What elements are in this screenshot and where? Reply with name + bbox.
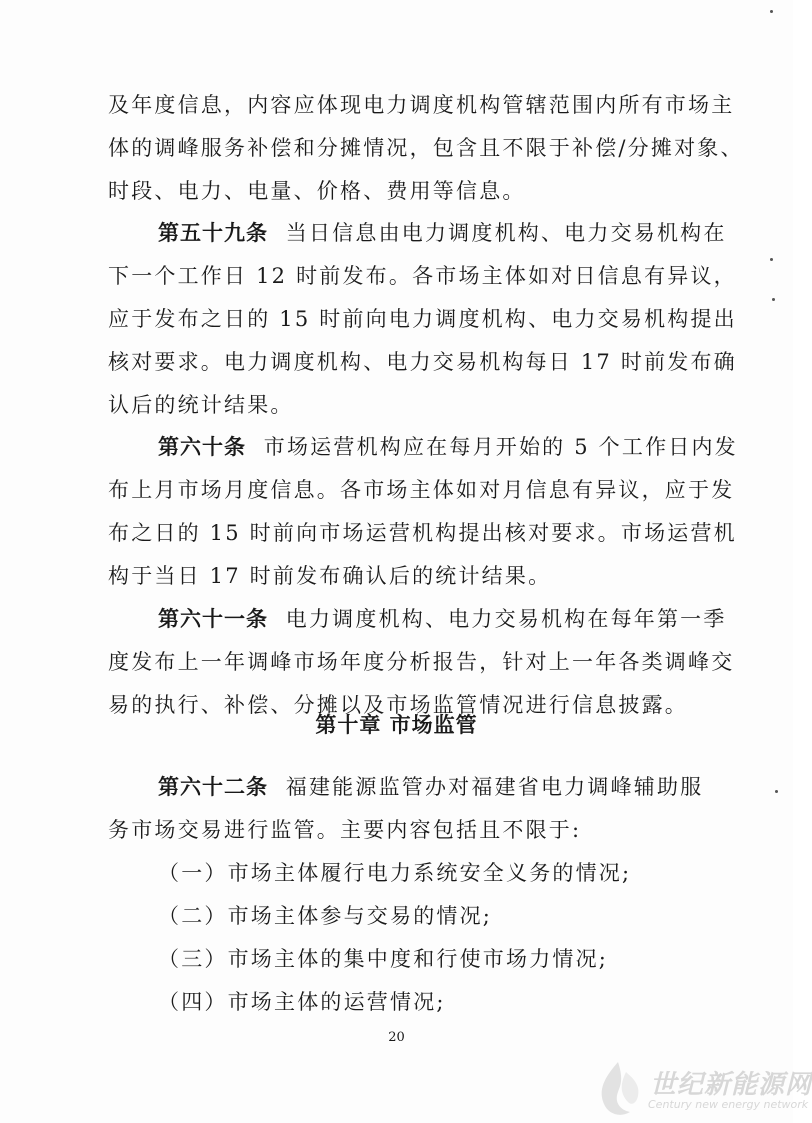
list-item: （一）市场主体履行电力系统安全义务的情况; [158, 861, 632, 885]
body-line: 及年度信息，内容应体现电力调度机构管辖范围内所有市场主 [108, 93, 735, 117]
body-line: 应于发布之日的 15 时前向电力调度机构、电力交易机构提出 [108, 307, 737, 331]
watermark-subtitle: Century new energy network [648, 1098, 809, 1111]
watermark-title: 世纪新能源网 [650, 1070, 812, 1100]
body-line: 布上月市场月度信息。各市场主体如对月信息有异议，应于发 [108, 478, 735, 502]
body-line: 易的执行、补偿、分摊以及市场监管情况进行信息披露。 [108, 693, 688, 717]
list-item: （三）市场主体的集中度和行使市场力情况; [158, 947, 609, 971]
scan-speck [772, 298, 775, 301]
article-61-text: 电力调度机构、电力交易机构在每年第一季 [285, 607, 727, 631]
body-line: 布之日的 15 时前向市场运营机构提出核对要求。市场运营机 [108, 521, 737, 545]
body-line: 构于当日 17 时前发布确认后的统计结果。 [108, 564, 552, 588]
scan-speck [770, 258, 773, 261]
list-item: （二）市场主体参与交易的情况; [158, 904, 493, 928]
article-61-title: 第六十一条 [158, 606, 268, 631]
body-line: 认后的统计结果。 [108, 393, 294, 417]
article-59-first-line [158, 218, 727, 248]
article-59-title: 第五十九条 [158, 220, 268, 245]
list-item: （四）市场主体的运营情况; [158, 990, 446, 1014]
article-60-first-line [158, 432, 738, 462]
article-60-title: 第六十条 [158, 434, 246, 459]
article-62-title: 第六十二条 [158, 774, 268, 799]
article-62-text: 福建能源监管办对福建省电力调峰辅助服 [285, 775, 704, 799]
page-number: 20 [388, 1030, 405, 1045]
flame-icon [590, 1058, 646, 1120]
body-line: 下一个工作日 12 时前发布。各市场主体如对日信息有异议， [108, 264, 737, 288]
body-line: 体的调峰服务补偿和分摊情况，包含且不限于补偿/分摊对象、 [108, 136, 744, 160]
article-61-first-line [158, 604, 727, 634]
scan-speck [775, 790, 778, 793]
article-60-text: 市场运营机构应在每月开始的 5 个工作日内发 [263, 435, 738, 459]
article-59-text: 当日信息由电力调度机构、电力交易机构在 [285, 221, 727, 245]
article-62-first-line [158, 772, 704, 802]
body-line: 核对要求。电力调度机构、电力交易机构每日 17 时前发布确 [108, 350, 737, 374]
body-line: 度发布上一年调峰市场年度分析报告，针对上一年各类调峰交 [108, 650, 735, 674]
body-line: 时段、电力、电量、价格、费用等信息。 [108, 179, 526, 203]
chapter-heading: 第十章 市场监管 [315, 713, 478, 737]
scan-speck [770, 10, 773, 13]
body-line: 务市场交易进行监管。主要内容包括且不限于: [108, 818, 582, 842]
watermark-logo [590, 1058, 812, 1123]
